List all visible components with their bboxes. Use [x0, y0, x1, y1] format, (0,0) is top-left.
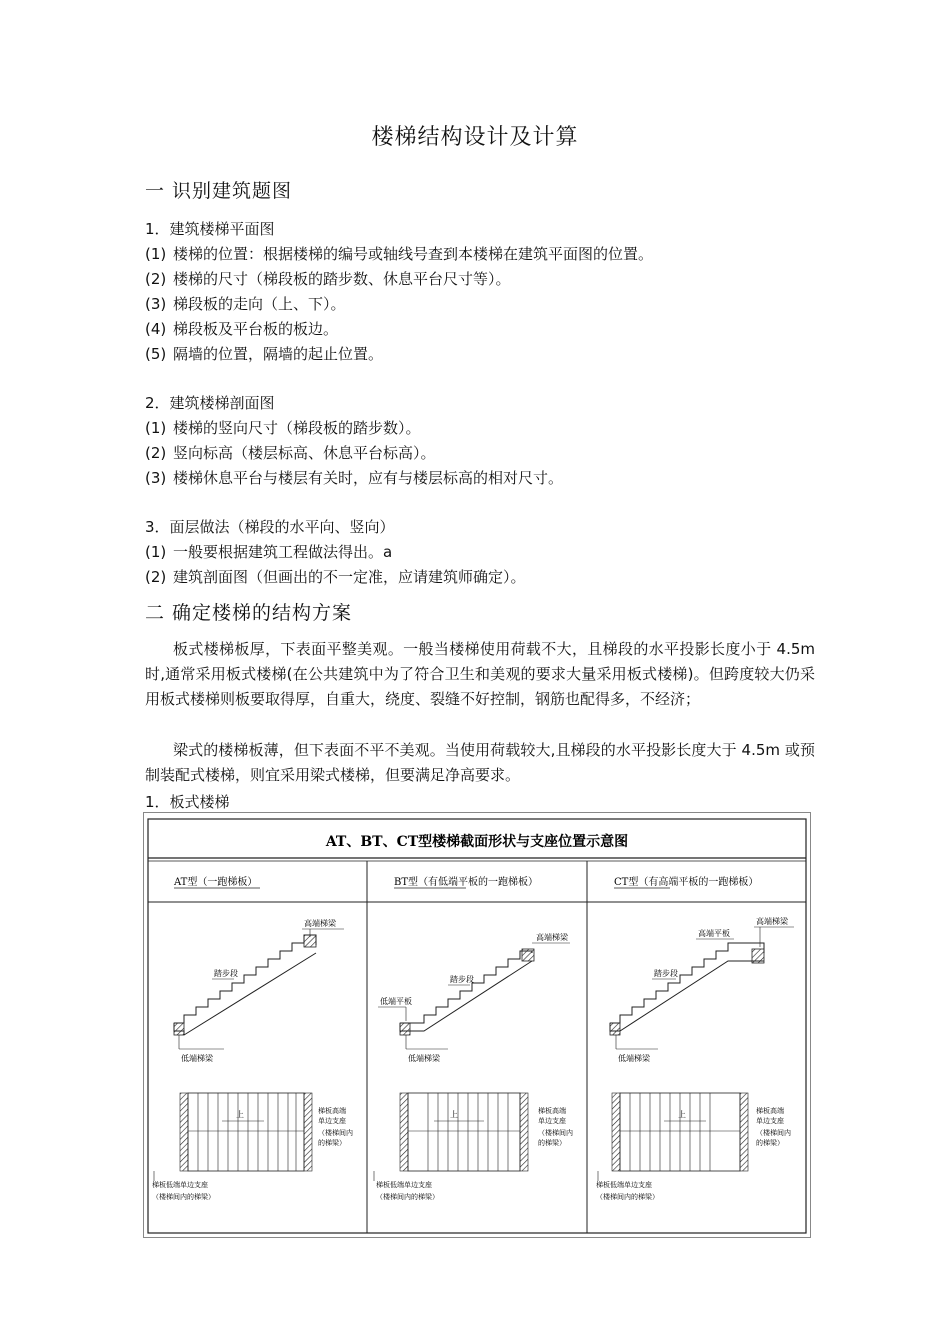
panel-type-label: BT型（有低端平板的一跑梯板）: [394, 877, 539, 888]
paragraph: 板式楼梯板厚，下表面平整美观。一般当楼梯使用荷载不大，且梯段的水平投影长度小于 4.5m 时,通常采用板式楼梯(在公共建筑中为了符合卫生和美观的要求大量采用板式楼梯)。但跨度较大仍采用板式楼梯则板要取得厚，自重大，绕度、裂缝不好控制，钢筋也配得多，不经济；: [145, 640, 815, 708]
label-high-plate: 高端平板: [698, 929, 730, 938]
list-item: (2) 建筑剖面图（但画出的不一定准，应请建筑师确定）。: [145, 568, 526, 586]
stair-types-diagram: [144, 813, 810, 1237]
plan-treads: [428, 1093, 508, 1171]
plan-bottom-label: 梯板低端单边支座: [376, 1181, 432, 1189]
label-high-beam: 高端梯梁: [304, 919, 336, 928]
list-item: (1) 一般要根据建筑工程做法得出。a: [145, 543, 393, 561]
plan-right-label: （楼梯间内: [318, 1129, 353, 1137]
label-high-beam: 高端梯梁: [536, 933, 568, 942]
wall-hatch: [612, 1093, 620, 1171]
stair-section: [400, 951, 532, 1031]
list-item: (1) 楼梯的竖向尺寸（梯段板的踏步数）。: [145, 419, 421, 437]
high-beam-shape: [752, 949, 764, 963]
stair-section: [174, 935, 316, 1035]
panel-ct: [596, 875, 794, 1201]
plan-right-label: 单边支座: [756, 1117, 784, 1125]
plan-right-label: （楼梯间内: [538, 1129, 573, 1137]
panel-bt: [374, 875, 573, 1201]
wall-hatch: [180, 1093, 188, 1171]
label-step: 踏步段: [214, 969, 238, 978]
paragraph: 梁式的楼梯板薄，但下表面不平不美观。当使用荷载较大,且梯段的水平投影长度大于 4.5m 或预制装配式楼梯，则宜采用梁式楼梯，但要满足净高要求。: [145, 741, 815, 784]
subsection-heading-1-3: 3．面层做法（梯段的水平向、竖向）: [145, 518, 395, 536]
low-beam-shape: [610, 1023, 620, 1035]
stair-plan: [408, 1093, 520, 1171]
plan-bottom-label: （楼梯间内的梯梁）: [376, 1193, 439, 1201]
plan-right-label: 的梯梁）: [318, 1139, 346, 1147]
panel-type-label: AT型（一跑梯板）: [174, 877, 258, 888]
plan-bottom-label: 梯板低端单边支座: [152, 1181, 208, 1189]
subsection-heading-2-1: 1．板式楼梯: [145, 793, 230, 811]
subsection-heading-1-1: 1．建筑楼梯平面图: [145, 220, 275, 238]
list-item: (1) 楼梯的位置：根据楼梯的编号或轴线号查到本楼梯在建筑平面图的位置。: [145, 245, 654, 263]
plan-treads: [630, 1093, 710, 1171]
panel-type-label: CT型（有高端平板的一跑梯板）: [614, 877, 759, 888]
panel-at: [152, 875, 353, 1201]
label-low-beam: 低端梯梁: [618, 1054, 650, 1063]
plan-right-label: （楼梯间内: [756, 1129, 791, 1137]
label-step: 踏步段: [654, 969, 678, 978]
label-high-beam: 高端梯梁: [756, 917, 788, 926]
list-item: (2) 竖向标高（楼层标高、休息平台标高）。: [145, 444, 436, 462]
wall-hatch: [740, 1093, 748, 1171]
plan-right-label: 梯板高端: [318, 1107, 346, 1115]
list-item: (2) 楼梯的尺寸（梯段板的踏步数、休息平台尺寸等）。: [145, 270, 511, 288]
section-heading-2: 二 确定楼梯的结构方案: [145, 602, 353, 624]
up-label: 上: [450, 1110, 458, 1119]
list-item: (3) 梯段板的走向（上、下）。: [145, 295, 346, 313]
plan-bottom-label: （楼梯间内的梯梁）: [152, 1193, 215, 1201]
stair-plan: [188, 1093, 304, 1171]
plan-right-label: 的梯梁）: [538, 1139, 566, 1147]
plan-right-label: 单边支座: [318, 1117, 346, 1125]
low-beam-shape: [400, 1023, 410, 1035]
list-item: (3) 楼梯休息平台与楼层有关时，应有与楼层标高的相对尺寸。: [145, 469, 564, 487]
up-label: 上: [678, 1110, 686, 1119]
subsection-heading-1-2: 2．建筑楼梯剖面图: [145, 394, 275, 412]
plan-right-label: 梯板高端: [756, 1107, 784, 1115]
wall-hatch: [400, 1093, 408, 1171]
stair-types-figure: [143, 812, 811, 1238]
label-step: 踏步段: [450, 975, 474, 984]
label-low-beam: 低端梯梁: [181, 1054, 213, 1063]
figure-title: AT、BT、CT型楼梯截面形状与支座位置示意图: [325, 834, 629, 850]
plan-right-label: 单边支座: [538, 1117, 566, 1125]
plan-right-label: 的梯梁）: [756, 1139, 784, 1147]
plan-bottom-label: （楼梯间内的梯梁）: [596, 1193, 659, 1201]
section-heading-1: 一 识别建筑题图: [145, 180, 293, 202]
high-beam-shape: [522, 949, 534, 961]
low-beam-shape: [174, 1023, 184, 1035]
wall-hatch: [520, 1093, 528, 1171]
list-item: (5) 隔墙的位置，隔墙的起止位置。: [145, 345, 384, 363]
up-label: 上: [236, 1110, 244, 1119]
label-low-plate: 低端平板: [380, 997, 412, 1006]
plan-treads: [198, 1093, 296, 1171]
plan-bottom-label: 梯板低端单边支座: [596, 1181, 652, 1189]
list-item: (4) 梯段板及平台板的板边。: [145, 320, 339, 338]
stair-section: [610, 943, 764, 1031]
page-title: 楼梯结构设计及计算: [371, 125, 579, 150]
plan-right-label: 梯板高端: [538, 1107, 566, 1115]
label-low-beam: 低端梯梁: [408, 1054, 440, 1063]
wall-hatch: [304, 1093, 312, 1171]
